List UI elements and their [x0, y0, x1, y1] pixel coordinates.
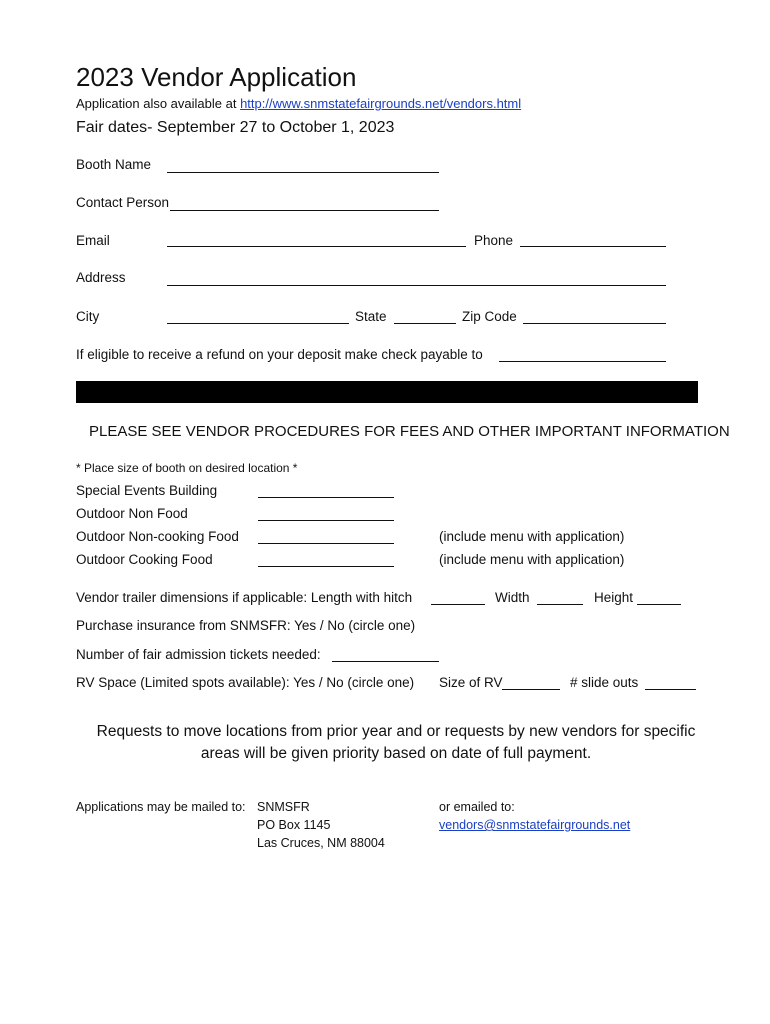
trailer-height-label: Height — [594, 590, 634, 605]
city-field[interactable] — [167, 323, 349, 324]
rv-size-field[interactable] — [502, 689, 560, 690]
location-label-outdoor-non-food: Outdoor Non Food — [76, 506, 188, 521]
address-field[interactable] — [167, 285, 666, 286]
zip-label: Zip Code — [462, 309, 517, 324]
address-label: Address — [76, 270, 126, 285]
email-label-text: or emailed to: — [439, 800, 515, 814]
tickets-field[interactable] — [332, 661, 439, 662]
contact-person-label: Contact Person — [76, 195, 170, 210]
rv-size-label: Size of RV — [439, 675, 503, 690]
phone-field[interactable] — [520, 246, 666, 247]
trailer-height-field[interactable] — [637, 604, 681, 605]
email-label: Email — [76, 233, 110, 248]
location-note-non-cooking: (include menu with application) — [439, 529, 625, 544]
location-label-outdoor-non-cooking-food: Outdoor Non-cooking Food — [76, 529, 239, 544]
contact-person-field[interactable] — [170, 210, 439, 211]
mailing-address-line-2: PO Box 1145 — [257, 818, 331, 832]
city-label: City — [76, 309, 100, 324]
location-size-field-special-events[interactable] — [258, 497, 394, 498]
location-size-field-outdoor-non-cooking-food[interactable] — [258, 543, 394, 544]
state-label: State — [355, 309, 387, 324]
trailer-width-label: Width — [495, 590, 530, 605]
slide-outs-field[interactable] — [645, 689, 696, 690]
location-note-cooking: (include menu with application) — [439, 552, 625, 567]
rv-space-question: RV Space (Limited spots available): Yes / No (circle one) — [76, 675, 415, 690]
mailing-address-line-1: SNMSFR — [257, 800, 310, 814]
state-field[interactable] — [394, 323, 456, 324]
vendors-url-link[interactable]: http://www.snmstatefairgrounds.net/vendors.html — [240, 96, 522, 111]
booth-name-field[interactable] — [167, 172, 439, 173]
insurance-question: Purchase insurance from SNMSFR: Yes / No (circle one) — [76, 618, 416, 633]
fair-dates: Fair dates- September 27 to October 1, 2023 — [76, 119, 395, 136]
zip-field[interactable] — [523, 323, 666, 324]
availability-line — [76, 96, 521, 111]
mailing-label: Applications may be mailed to: — [76, 800, 246, 814]
booth-name-label: Booth Name — [76, 157, 152, 172]
priority-note: Requests to move locations from prior year and or requests by new vendors for specific areas will be given priority based on date of full payment. — [96, 723, 696, 762]
page-title: 2023 Vendor Application — [76, 62, 357, 92]
trailer-length-field[interactable] — [431, 604, 485, 605]
trailer-length-label: Vendor trailer dimensions if applicable: Length with hitch — [76, 590, 413, 605]
refund-payee-field[interactable] — [499, 361, 666, 362]
section-divider-bar — [76, 381, 698, 403]
email-field[interactable] — [167, 246, 466, 247]
location-label-outdoor-cooking-food: Outdoor Cooking Food — [76, 552, 213, 567]
vendors-email-link[interactable]: vendors@snmstatefairgrounds.net — [439, 818, 631, 832]
location-size-field-outdoor-cooking-food[interactable] — [258, 566, 394, 567]
location-label-special-events: Special Events Building — [76, 483, 218, 498]
tickets-label: Number of fair admission tickets needed: — [76, 647, 321, 662]
slide-outs-label: # slide outs — [570, 675, 639, 690]
mailing-address-line-3: Las Cruces, NM 88004 — [257, 836, 385, 850]
location-size-field-outdoor-non-food[interactable] — [258, 520, 394, 521]
booth-instruction: * Place size of booth on desired location * — [76, 461, 298, 475]
vendor-procedures-notice: PLEASE SEE VENDOR PROCEDURES FOR FEES AND OTHER IMPORTANT INFORMATION — [89, 423, 730, 440]
availability-prefix: Application also available at — [76, 96, 241, 111]
trailer-width-field[interactable] — [537, 604, 583, 605]
phone-label: Phone — [474, 233, 514, 248]
refund-label: If eligible to receive a refund on your deposit make check payable to — [76, 347, 483, 362]
